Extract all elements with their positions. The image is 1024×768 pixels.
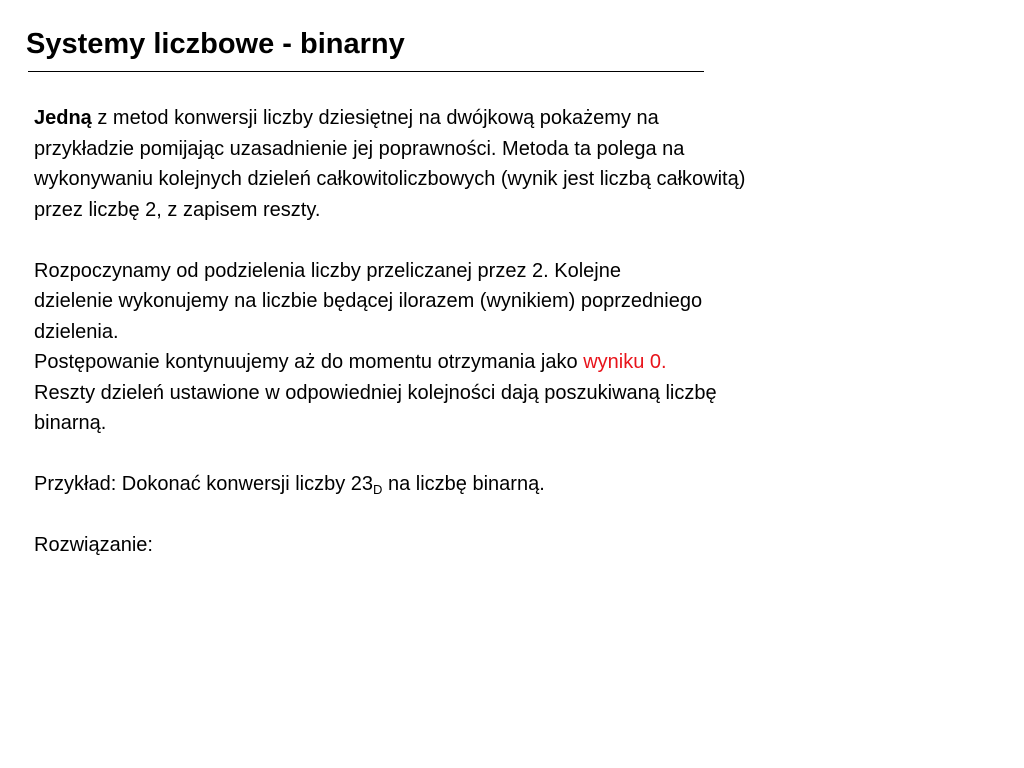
method-line-6: binarną. — [34, 412, 107, 434]
slide-body — [34, 103, 994, 561]
intro-line-1 — [34, 103, 994, 134]
example-statement — [34, 469, 994, 500]
paragraph-spacer — [34, 439, 994, 470]
intro-line-2: przykładzie pomijając uzasadnienie jej poprawności. Metoda ta polega na — [34, 137, 685, 160]
example-line — [34, 469, 994, 500]
example-prefix: Przykład: Dokonać konwersji liczby 23 — [34, 473, 374, 495]
solution-line: Rozwiązanie: — [34, 534, 153, 556]
title-underline — [28, 71, 704, 72]
decimal-subscript: D — [373, 482, 383, 497]
method-line-3: dzielenia. — [34, 320, 119, 343]
paragraph-spacer — [34, 225, 994, 256]
example-suffix: na liczbę binarną. — [382, 473, 545, 495]
bold-lead-word: Jedną — [34, 107, 92, 129]
solution-label — [34, 530, 994, 561]
method-line-4-text: Postępowanie kontynuujemy aż do momentu otrzymania jako — [34, 351, 584, 373]
method-line-4 — [34, 347, 994, 378]
method-line-1: Rozpoczynamy od podzielenia liczby przeliczanej przez 2. Kolejne — [34, 259, 621, 282]
intro-line-3: wykonywaniu kolejnych dzieleń całkowitoliczbowych (wynik jest liczbą całkowitą) — [34, 168, 746, 190]
paragraph-intro — [34, 103, 994, 225]
paragraph-spacer — [34, 500, 994, 531]
method-line-5: Reszty dzieleń ustawione w odpowiedniej kolejności dają poszukiwaną liczbę — [34, 381, 717, 404]
intro-line-1-rest: z metod konwersji liczby dziesiętnej na dwójkową pokażemy na — [91, 107, 659, 129]
paragraph-method — [34, 256, 994, 439]
intro-line-4: przez liczbę 2, z zapisem reszty. — [34, 198, 321, 221]
slide-title: Systemy liczbowe - binarny — [26, 28, 405, 60]
method-line-2: dzielenie wykonujemy na liczbie będącej ilorazem (wynikiem) poprzedniego — [34, 290, 703, 312]
highlight-result-zero: wyniku 0. — [583, 351, 667, 373]
